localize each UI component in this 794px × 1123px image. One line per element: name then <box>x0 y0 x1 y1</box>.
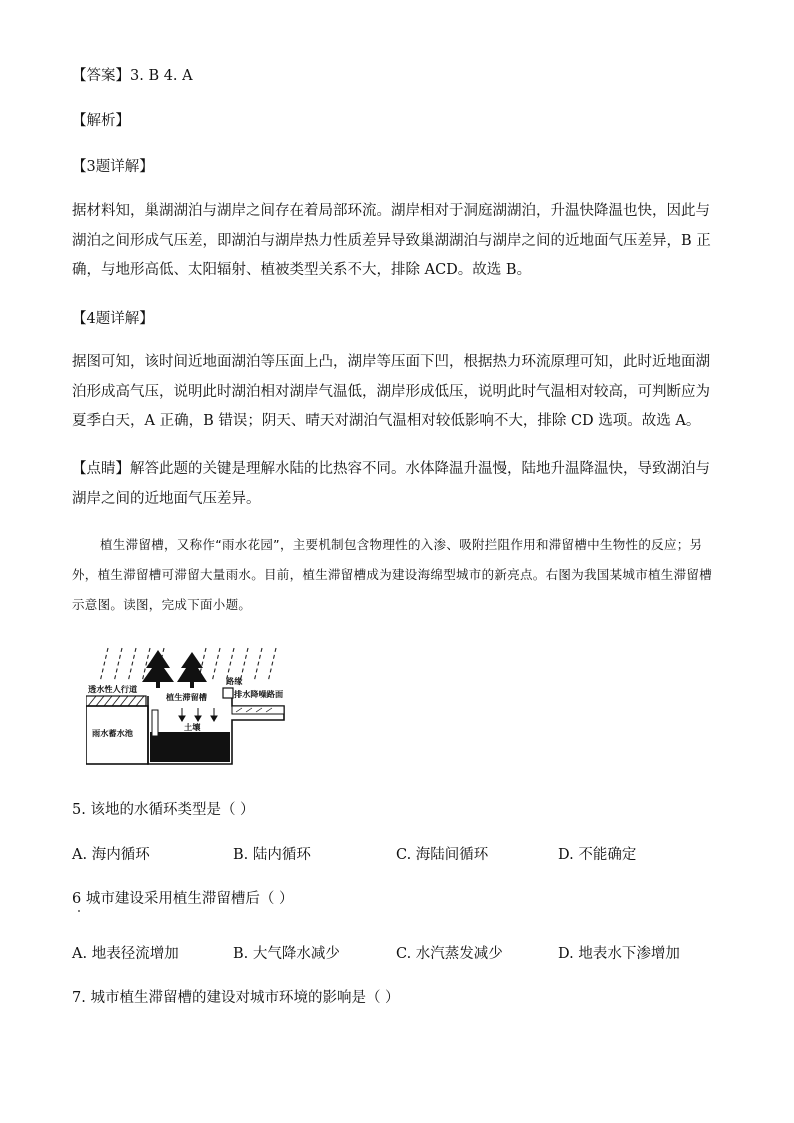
q6-option-a[interactable]: A. 地表径流增加 <box>72 946 179 962</box>
q5-option-a[interactable]: A. 海内循环 <box>72 847 150 863</box>
q5-option-b[interactable]: B. 陆内循环 <box>233 847 311 863</box>
material-intro <box>72 530 722 620</box>
q5-option-c[interactable]: C. 海陆间循环 <box>396 847 489 863</box>
q7-stem: 7. 城市植生滞留槽的建设对城市环境的影响是（ ） <box>72 990 400 1006</box>
q3-heading: 【3题详解】 <box>72 159 154 175</box>
sidewalk-hatch <box>88 696 144 706</box>
q5-stem: 5. 该地的水循环类型是（ ） <box>72 802 255 818</box>
q6-stem: 6 城市建设采用植生滞留槽后（ ） <box>72 891 294 907</box>
label-curb: 路缘 <box>226 676 243 686</box>
infiltration-arrows <box>179 708 217 721</box>
stray-mark <box>78 910 80 912</box>
q6-option-c[interactable]: C. 水汽蒸发减少 <box>396 946 503 962</box>
tree-left-icon <box>142 650 174 688</box>
bioretention-diagram <box>86 644 286 766</box>
label-road: 排水降噪路面 <box>234 689 284 699</box>
q3-explanation: 据材料知，巢湖湖泊与湖岸之间存在着局部环流。湖岸相对于洞庭湖湖泊，升温快降温也快，因此与湖泊之间形成气压差，即湖泊与湖岸热力性质差异导致巢湖湖泊与湖岸之间的近地面气压差异，B 正确，与地形高低、太阳辐射、植被类型关系不大，排除 ACD。故选 B。 <box>72 203 711 278</box>
curb <box>223 688 233 698</box>
answer-line: 【答案】3. B 4. A <box>72 68 193 84</box>
q6-option-d[interactable]: D. 地表水下渗增加 <box>558 946 680 962</box>
label-pool: 雨水蓄水池 <box>92 728 133 738</box>
analysis-label: 【解析】 <box>72 113 130 129</box>
label-sidewalk: 透水性人行道 <box>88 684 138 694</box>
q4-explanation: 据图可知，该时间近地面湖泊等压面上凸，湖岸等压面下凹，根据热力环流原理可知，此时近地面湖泊形成高气压，说明此时湖泊相对湖岸气温低，湖岸形成低压，说明此时气温相对较高，可判断应为夏季白天，A 正确，B 错误；阴天、晴天对湖泊气温相对较低影响不大，排除 CD 选项。故选 A。 <box>72 354 710 429</box>
q6-option-b[interactable]: B. 大气降水减少 <box>233 946 340 962</box>
label-soil: 土壤 <box>184 722 201 732</box>
q4-heading: 【4题详解】 <box>72 311 154 327</box>
gravel-layer <box>150 732 230 762</box>
tip-paragraph: 【点睛】解答此题的关键是理解水陆的比热容不同。水体降温升温慢，陆地升温降温快，导致湖泊与湖岸之间的近地面气压差异。 <box>72 461 710 507</box>
label-groove: 植生滞留槽 <box>166 692 207 702</box>
q5-option-d[interactable]: D. 不能确定 <box>558 847 637 863</box>
material-intro-text: 植生滞留槽，又称作“雨水花园”，主要机制包含物理性的入渗、吸附拦阻作用和滞留槽中生物性的反应；另外，植生滞留槽可滞留大量雨水。目前，植生滞留槽成为建设海绵型城市的新亮点。右图为我国某城市植生滞留槽示意图。读图，完成下面小题。 <box>72 537 713 612</box>
tree-right-icon <box>177 652 207 688</box>
